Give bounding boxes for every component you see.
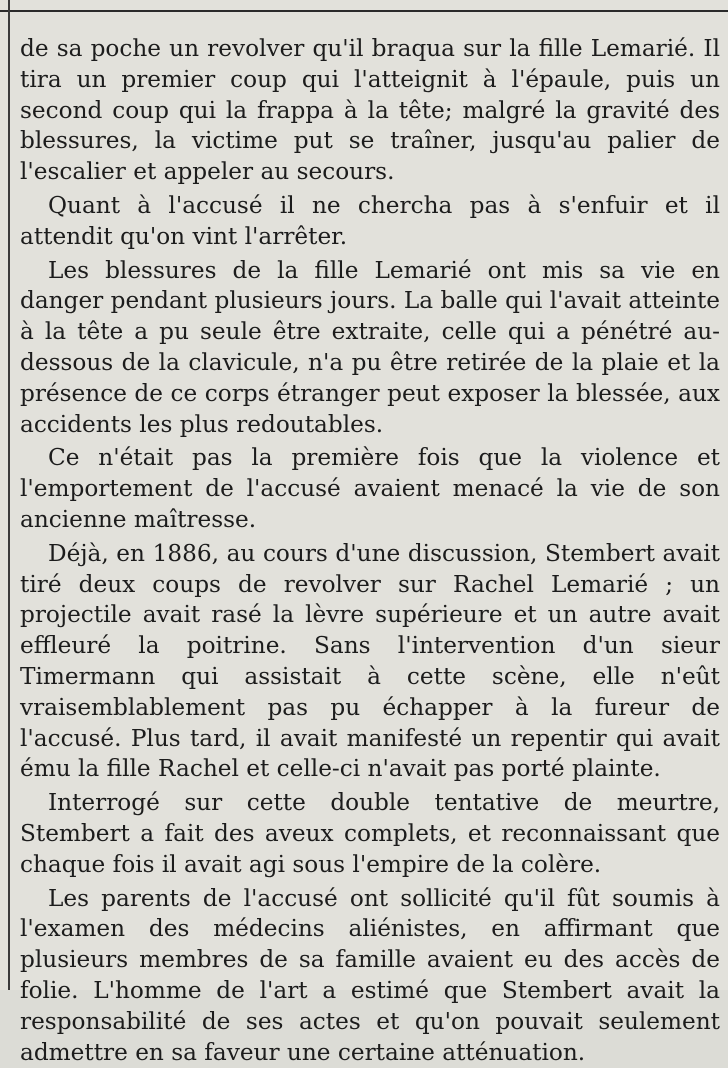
- paragraph-1886-incident: Déjà, en 1886, au cours d'une discussion, Stembert avait tiré deux coups de revolver sur Rachel Lemarié ; un projectile avait rasé la lèvre supérieure et un autre avait effleuré la poitrine. Sans l'intervention d'un sieur Timermann qui assistait à cette scène, elle n'eût vraisemblablement pas pu échapper à la fureur de l'accusé. Plus tard, il avait manifesté un repentir qui avait ému la fille Rachel et celle-ci n'avait pas porté plainte.: [20, 539, 720, 783]
- paragraph-accused-waits: Quant à l'accusé il ne chercha pas à s'enfuir et il attendit qu'on vint l'arrêter.: [20, 191, 720, 250]
- top-column-rule: [0, 10, 728, 12]
- paragraph-medical-exam: Les parents de l'accusé ont sollicité qu'il fût soumis à l'examen des médecins aliénistes, en affirmant que plusieurs membres de sa famille avaient eu des accès de folie. L'homme de l'art a estimé que Stembert avait la responsabilité de ses actes et qu'on pouvait seulement admettre en sa faveur une certaine atténuation.: [20, 884, 720, 1066]
- article-column: [20, 34, 720, 1068]
- left-column-rule: [8, 0, 10, 990]
- paragraph-continuation: de sa poche un revolver qu'il braqua sur la fille Lemarié. Il tira un premier coup qui l'atteignit à l'épaule, puis un second coup qui la frappa à la tête; malgré la gravité des blessures, la victime put se traîner, jusqu'au palier de l'escalier et appeler au secours.: [20, 35, 720, 186]
- paragraph-prior-violence: Ce n'était pas la première fois que la violence et l'emportement de l'accusé avaient menacé la vie de son ancienne maîtresse.: [20, 444, 720, 533]
- paragraph-wounds: Les blessures de la fille Lemarié ont mis sa vie en danger pendant plusieurs jours. La balle qui l'avait atteinte à la tête a pu seule être extraite, celle qui a pénétré au-dessous de la clavicule, n'a pu être retirée de la plaie et la présence de ce corps étranger peut exposer la blessée, aux accidents les plus redoutables.: [20, 256, 720, 438]
- paragraph-confession: Interrogé sur cette double tentative de meurtre, Stembert a fait des aveux complets, et reconnaissant que chaque fois il avait agi sous l'empire de la colère.: [20, 789, 720, 878]
